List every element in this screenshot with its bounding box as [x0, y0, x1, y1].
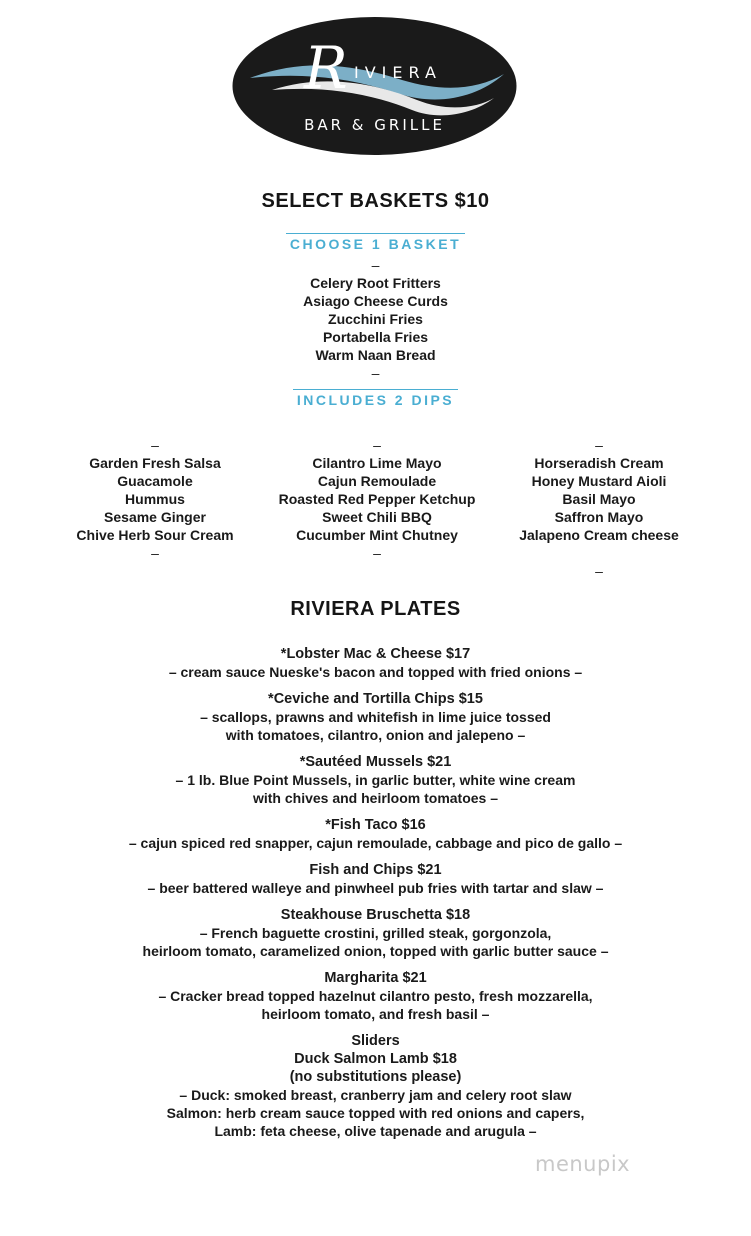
menupix-watermark: menupix [535, 1152, 631, 1176]
dip-item: Horseradish Cream [534, 455, 664, 471]
separator: – [371, 365, 380, 381]
baskets-title: SELECT BASKETS $10 [261, 190, 490, 212]
separator: – [151, 545, 159, 561]
plate-desc: – cajun spiced red snapper, cajun remoulade, cabbage and pico de gallo – [128, 835, 623, 851]
dip-item: Sweet Chili BBQ [322, 509, 432, 525]
plate-desc: – 1 lb. Blue Point Mussels, in garlic butter, white wine cream [175, 772, 576, 788]
plate-name: Margharita $21 [324, 970, 427, 986]
separator: – [373, 437, 381, 453]
dips-label-text: INCLUDES 2 DIPS [293, 389, 458, 408]
plate-item [0, 645, 751, 681]
dip-item: Cucumber Mint Chutney [296, 527, 458, 543]
dip-column-2 [262, 436, 492, 562]
plates-title: RIVIERA PLATES [290, 598, 461, 620]
dip-item: Roasted Red Pepper Ketchup [278, 491, 476, 507]
plate-item [0, 861, 751, 897]
plate-desc: – beer battered walleye and pinwheel pub fries with tartar and slaw – [147, 880, 604, 896]
logo-tagline: BAR & GRILLE [304, 116, 445, 134]
basket-item: Celery Root Fritters [310, 275, 441, 291]
dip-item: Cajun Remoulade [317, 473, 437, 489]
dip-item: Cilantro Lime Mayo [312, 455, 442, 471]
choose-label-text: CHOOSE 1 BASKET [286, 233, 465, 252]
plate-desc: – French baguette crostini, grilled steak, gorgonzola, [199, 925, 552, 941]
plate-name: *Lobster Mac & Cheese $17 [280, 646, 471, 662]
dip-item: Sesame Ginger [104, 509, 206, 525]
separator: – [151, 437, 159, 453]
plate-desc: with tomatoes, cilantro, onion and jalepeno – [225, 727, 526, 743]
basket-list [0, 256, 751, 382]
basket-item: Zucchini Fries [328, 311, 423, 327]
basket-item: Portabella Fries [322, 329, 429, 345]
plate-name: *Fish Taco $16 [325, 817, 426, 833]
separator: – [595, 563, 603, 579]
plate-item [0, 906, 751, 960]
slider-note: (no substitutions please) [289, 1069, 462, 1085]
dip-item: Hummus [125, 491, 185, 507]
logo-graphic [232, 16, 517, 156]
plate-desc: – Cracker bread topped hazelnut cilantro pesto, fresh mozzarella, [158, 988, 593, 1004]
plate-name: *Sautéed Mussels $21 [299, 754, 452, 770]
logo-script-letter: R [304, 34, 348, 102]
separator: – [373, 545, 381, 561]
dip-column-1 [60, 436, 250, 562]
dips-label [0, 389, 751, 410]
slider-options: Duck Salmon Lamb $18 [294, 1051, 457, 1067]
dip-column-3 [500, 436, 698, 580]
plate-desc: heirloom tomato, and fresh basil – [261, 1006, 490, 1022]
plate-desc: – scallops, prawns and whitefish in lime juice tossed [200, 709, 551, 725]
dip-item: Basil Mayo [562, 491, 636, 507]
logo-name: IVIERA [354, 63, 442, 82]
plate-item [0, 690, 751, 744]
plate-name: Steakhouse Bruschetta $18 [280, 907, 471, 923]
dip-item: Saffron Mayo [554, 509, 644, 525]
plate-desc: – cream sauce Nueske's bacon and topped with fried onions – [168, 664, 583, 680]
dip-item: Jalapeno Cream cheese [519, 527, 679, 543]
plate-item [0, 816, 751, 852]
plate-name: Sliders [351, 1033, 400, 1049]
plate-desc: Lamb: feta cheese, olive tapenade and arugula – [214, 1123, 537, 1139]
plate-name: Fish and Chips $21 [309, 862, 442, 878]
separator: – [371, 257, 380, 273]
riviera-logo [232, 16, 517, 156]
plates-list [0, 645, 751, 1149]
dip-item: Garden Fresh Salsa [89, 455, 221, 471]
separator: – [595, 437, 603, 453]
plate-name: *Ceviche and Tortilla Chips $15 [268, 691, 483, 707]
plate-desc: with chives and heirloom tomatoes – [252, 790, 499, 806]
plate-desc: Salmon: herb cream sauce topped with red onions and capers, [166, 1105, 585, 1121]
plate-desc: – Duck: smoked breast, cranberry jam and celery root slaw [179, 1087, 572, 1103]
plate-item-sliders [0, 1032, 751, 1140]
choose-label [0, 233, 751, 254]
basket-item: Asiago Cheese Curds [303, 293, 448, 309]
dip-item: Guacamole [117, 473, 193, 489]
dip-item: Honey Mustard Aioli [531, 473, 667, 489]
plate-desc: heirloom tomato, caramelized onion, topped with garlic butter sauce – [142, 943, 609, 959]
basket-item: Warm Naan Bread [315, 347, 436, 363]
plate-item [0, 753, 751, 807]
dip-item: Chive Herb Sour Cream [76, 527, 234, 543]
plate-item [0, 969, 751, 1023]
